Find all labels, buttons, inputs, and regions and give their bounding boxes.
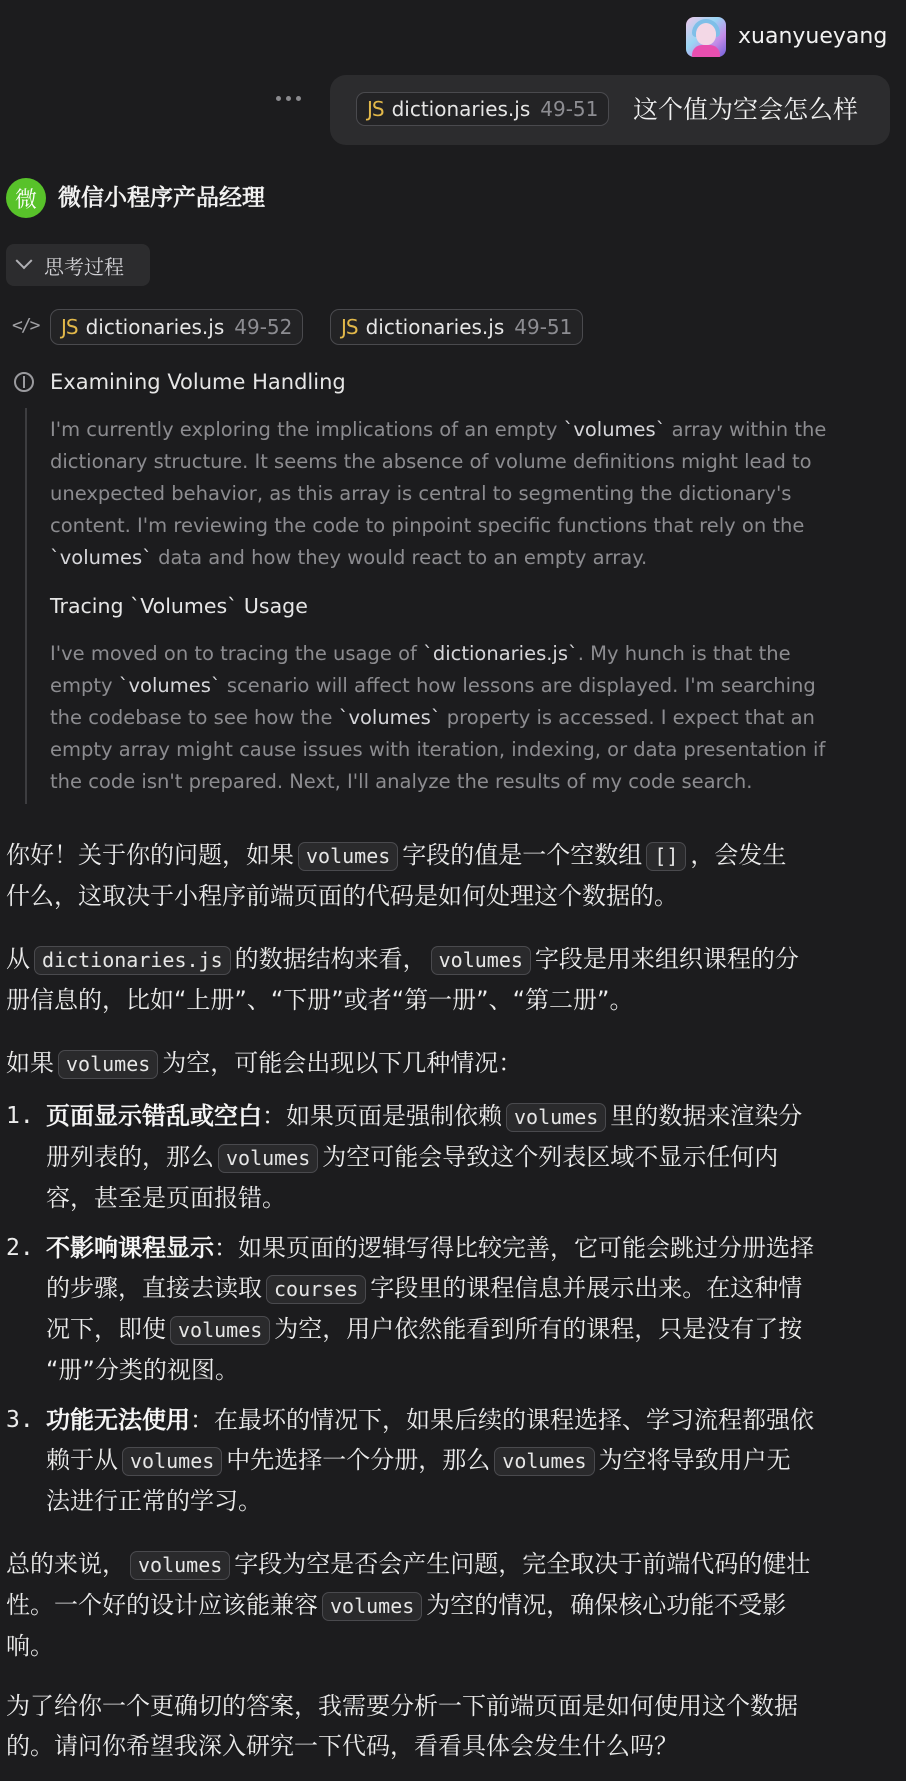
inline-code: `volumes` [338, 706, 441, 729]
text: 里的数据来渲染分 [610, 1102, 803, 1130]
code-icon: </> [12, 315, 39, 336]
user-message-text: 这个值为空会怎么样 [633, 95, 859, 124]
list-item [46, 1096, 886, 1218]
inline-code: [] [646, 842, 686, 871]
list-number: 2. [6, 1235, 34, 1261]
inline-code: volumes [506, 1103, 606, 1132]
text: 从 [6, 945, 30, 973]
text: 况下，即使 [46, 1315, 166, 1343]
inline-code: volumes [494, 1447, 594, 1476]
inline-code: volumes [218, 1144, 318, 1173]
inline-code: volumes [170, 1316, 270, 1345]
line-range: 49-51 [514, 315, 573, 339]
assistant-avatar: 微 [6, 178, 46, 218]
text: 为空可能会导致这个列表区域不显示任何内 [322, 1143, 779, 1171]
js-file-icon: JS [341, 315, 358, 339]
file-name: dictionaries.js [391, 97, 531, 121]
text: data and how they would react to an empty array. [151, 546, 648, 569]
text: content. I'm reviewing the code to pinpoint specific functions that rely on the [50, 514, 805, 537]
text: ：如果页面是强制依赖 [262, 1102, 502, 1130]
text: dictionary structure. It seems the absence of volume definitions might lead to [50, 450, 812, 473]
text: 你好！关于你的问题，如果 [6, 841, 294, 869]
list-item-title: 页面显示错乱或空白 [46, 1102, 262, 1130]
inline-code: volumes [322, 1592, 422, 1621]
line-range: 49-51 [540, 97, 599, 121]
assistant-name: 微信小程序产品经理 [58, 185, 265, 211]
thinking-toggle-label: 思考过程 [44, 254, 124, 279]
text: I've moved on to tracing the usage of [50, 642, 424, 665]
file-name: dictionaries.js [365, 315, 505, 339]
inline-code: `volumes` [118, 674, 221, 697]
list-number: 1. [6, 1103, 34, 1129]
text: 为空，可能会出现以下几种情况： [162, 1049, 523, 1077]
text: 响。 [6, 1632, 54, 1660]
inline-code: `dictionaries.js` [423, 642, 578, 665]
text: 的步骤，直接去读取 [46, 1274, 262, 1302]
answer-paragraph [6, 835, 886, 916]
js-file-icon: JS [367, 97, 384, 121]
js-file-icon: JS [61, 315, 78, 339]
text: empty [50, 674, 119, 697]
list-number: 3. [6, 1407, 34, 1433]
text: “册”分类的视图。 [46, 1356, 239, 1384]
answer-paragraph [6, 939, 886, 1020]
text: 中先选择一个分册，那么 [226, 1446, 491, 1474]
text: 总的来说， [6, 1550, 126, 1578]
inline-code: dictionaries.js [34, 946, 231, 975]
file-name: dictionaries.js [85, 315, 225, 339]
text: the codebase to see how the [50, 706, 339, 729]
user-name: xuanyueyang [738, 24, 888, 49]
file-reference-chip[interactable] [356, 92, 609, 126]
text: 为空将导致用户无 [598, 1446, 791, 1474]
thinking-title: Examining Volume Handling [50, 370, 346, 394]
list-item [46, 1400, 886, 1521]
text: 赖于从 [46, 1446, 118, 1474]
text: 性。一个好的设计应该能兼容 [6, 1591, 318, 1619]
text: 的。请问你希望我深入研究一下代码，看看具体会发生什么吗？ [6, 1732, 678, 1760]
text: 册列表的，那么 [46, 1143, 214, 1171]
text: ：在最坏的情况下，如果后续的课程选择、学习流程都强依 [190, 1406, 814, 1434]
text: unexpected behavior, as this array is central to segmenting the dictionary's [50, 482, 792, 505]
text: 册信息的，比如“上册”、“下册”或者“第一册”、“第二册”。 [6, 986, 634, 1014]
thinking-process-toggle[interactable] [6, 244, 150, 286]
inline-code: `volumes` [563, 418, 666, 441]
text: 容，甚至是页面报错。 [46, 1184, 286, 1212]
list-item-title: 不影响课程显示 [46, 1234, 214, 1262]
answer-paragraph [6, 1043, 886, 1084]
text: 如果 [6, 1049, 54, 1077]
code-reference-chip[interactable] [50, 309, 303, 345]
line-range: 49-52 [234, 315, 293, 339]
text: array within the [665, 418, 827, 441]
text: 为了给你一个更确切的答案，我需要分析一下前端页面是如何使用这个数据 [6, 1692, 798, 1720]
inline-code: volumes [130, 1551, 230, 1580]
text: 字段为空是否会产生问题，完全取决于前端代码的健壮 [234, 1550, 811, 1578]
text: 什么，这取决于小程序前端页面的代码是如何处理这个数据的。 [6, 882, 678, 910]
thinking-paragraph [50, 638, 890, 798]
inline-code: courses [266, 1275, 366, 1304]
text: 字段里的课程信息并展示出来。在这种情 [370, 1274, 803, 1302]
text: . My hunch is that the [577, 642, 791, 665]
text: ：如果页面的逻辑写得比较完善，它可能会跳过分册选择 [214, 1234, 814, 1262]
text: 字段是用来组织课程的分 [534, 945, 799, 973]
text: the code isn't prepared. Next, I'll analyze the results of my code search. [50, 770, 753, 793]
inline-code: `volumes` [50, 546, 152, 569]
text: scenario will affect how lessons are displayed. I'm searching [220, 674, 816, 697]
text: 的数据结构来看， [234, 945, 427, 973]
thinking-divider [25, 408, 27, 804]
inline-code: volumes [58, 1050, 158, 1079]
list-item-title: 功能无法使用 [46, 1406, 190, 1434]
inline-code: volumes [122, 1447, 222, 1476]
text: 为空，用户依然能看到所有的课程，只是没有了按 [274, 1315, 803, 1343]
text: I'm currently exploring the implications of an empty [50, 418, 564, 441]
text: 字段的值是一个空数组 [402, 841, 643, 869]
chevron-down-icon [16, 252, 33, 269]
list-item [46, 1228, 886, 1390]
inline-code: volumes [431, 946, 531, 975]
answer-paragraph [6, 1544, 886, 1666]
inline-code: volumes [298, 842, 398, 871]
code-reference-chip[interactable] [330, 309, 583, 345]
text: 为空的情况，确保核心功能不受影 [426, 1591, 787, 1619]
brain-icon [14, 372, 34, 392]
thinking-paragraph [50, 414, 890, 574]
text: 法进行正常的学习。 [46, 1487, 262, 1515]
user-message-bubble [330, 75, 890, 145]
text: empty array might cause issues with iteration, indexing, or data presentation if [50, 738, 826, 761]
text: property is accessed. I expect that an [440, 706, 815, 729]
thinking-subtitle: Tracing `Volumes` Usage [50, 594, 308, 618]
answer-paragraph [6, 1686, 886, 1766]
more-options-icon[interactable] [276, 96, 301, 101]
text: ，会发生 [690, 841, 787, 869]
user-avatar [686, 17, 726, 57]
